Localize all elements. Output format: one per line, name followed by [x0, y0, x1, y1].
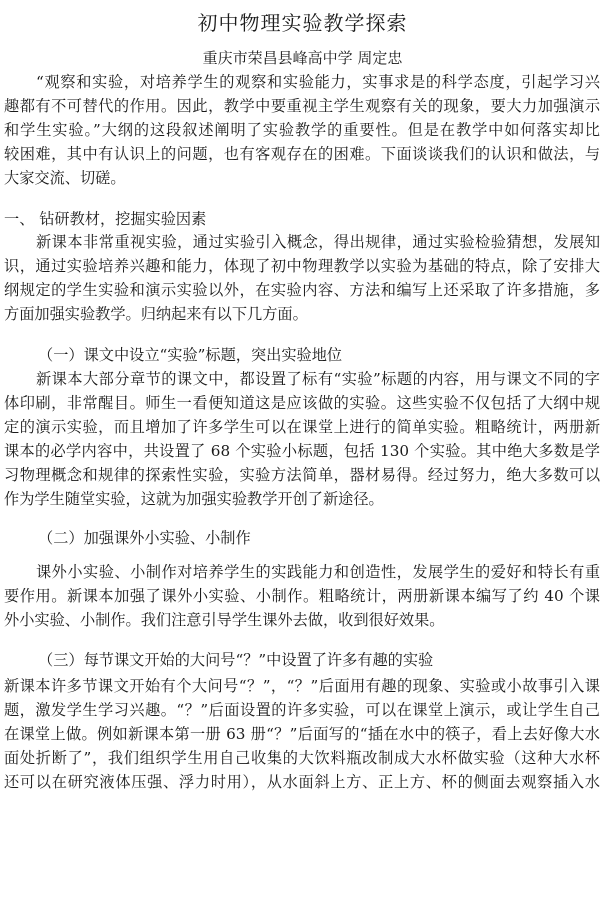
body-line: 新课本非常重视实验，通过实验引入概念，得出规律，通过实验检验猜想，发展知: [36, 233, 600, 251]
body-line: 方面加强实验教学。归纳起来有以下几方面。: [4, 305, 308, 323]
body-line: 和学生实验。”大纲的这段叙述阐明了实验教学的重要性。但是在教学中如何落实却比: [4, 121, 600, 139]
body-line: 体印刷，非常醒目。师生一看便知道这是应该做的实验。这些实验不仅包括了大纲中规: [4, 394, 600, 412]
page-title: 初中物理实验教学探索: [197, 11, 408, 35]
body-line: 还可以在研究液体压强、浮力时用），从水面斜上方、正上方、杯的侧面去观察插入水: [4, 773, 600, 791]
body-line: 作为学生随堂实验，这就为加强实验教学开创了新途径。: [4, 490, 384, 508]
body-line: 题，激发学生学习兴趣。“？”后面设置的许多实验，可以在课堂上演示，或让学生自己: [4, 701, 600, 719]
body-line: “观察和实验，对培养学生的观察和实验能力，实事求是的科学态度，引起学习兴: [36, 73, 600, 91]
body-line: 课外小实验、小制作对培养学生的实践能力和创造性，发展学生的爱好和特长有重: [36, 563, 600, 581]
body-line: 识，通过实验培养兴趣和能力，体现了初中物理教学以实验为基础的特点，除了安排大: [4, 257, 600, 275]
body-line: 面处折断了”，我们组织学生用自己收集的大饮料瓶改制成大水杯做实验（这种大水杯: [4, 749, 600, 767]
body-line: 纲规定的学生实验和演示实验以外，在实验内容、方法和编写上还采取了许多措施，多: [4, 281, 600, 299]
subsection-heading: （二）加强课外小实验、小制作: [38, 529, 251, 547]
body-line: 外小实验、小制作。我们注意引导学生课外去做，收到很好效果。: [4, 611, 445, 629]
body-line: 在课堂上做。例如新课本第一册 63 册“？”后面写的“插在水中的筷子，看上去好像大水: [4, 725, 600, 743]
body-line: 新课本大部分章节的课文中，都设置了标有“实验”标题的内容，用与课文不同的字: [36, 370, 600, 388]
body-line: 较困难，其中有认识上的问题，也有客观存在的困难。下面谈谈我们的认识和做法，与: [4, 145, 600, 163]
subsection-heading: （三）每节课文开始的大问号“？”中设置了许多有趣的实验: [38, 651, 434, 669]
author-byline: 重庆市荣昌县峰高中学 周定忠: [202, 49, 403, 67]
section-heading: 一、 钻研教材，挖掘实验因素: [4, 210, 207, 228]
body-line: 要作用。新课本加强了课外小实验、小制作。粗略统计，两册新课本编写了约 40 个课: [4, 587, 600, 605]
body-line: 习物理概念和规律的探索性实验，实验方法简单，器材易得。经过努力，绝大多数可以: [4, 466, 600, 484]
body-line: 新课本许多节课文开始有个大问号“？”，“？”后面用有趣的现象、实验或小故事引入课: [4, 677, 600, 695]
body-line: 趣都有不可替代的作用。因此，教学中要重视主学生观察有关的现象，要大力加强演示: [4, 97, 600, 115]
body-line: 定的演示实验，而且增加了许多学生可以在课堂上进行的简单实验。粗略统计，两册新: [4, 418, 600, 436]
subsection-heading: （一）课文中设立“实验”标题，突出实验地位: [38, 346, 343, 364]
body-line: 大家交流、切磋。: [4, 169, 126, 187]
body-line: 课本的必学内容中，共设置了 68 个实验小标题，包括 130 个实验。其中绝大多数是学: [4, 442, 600, 460]
